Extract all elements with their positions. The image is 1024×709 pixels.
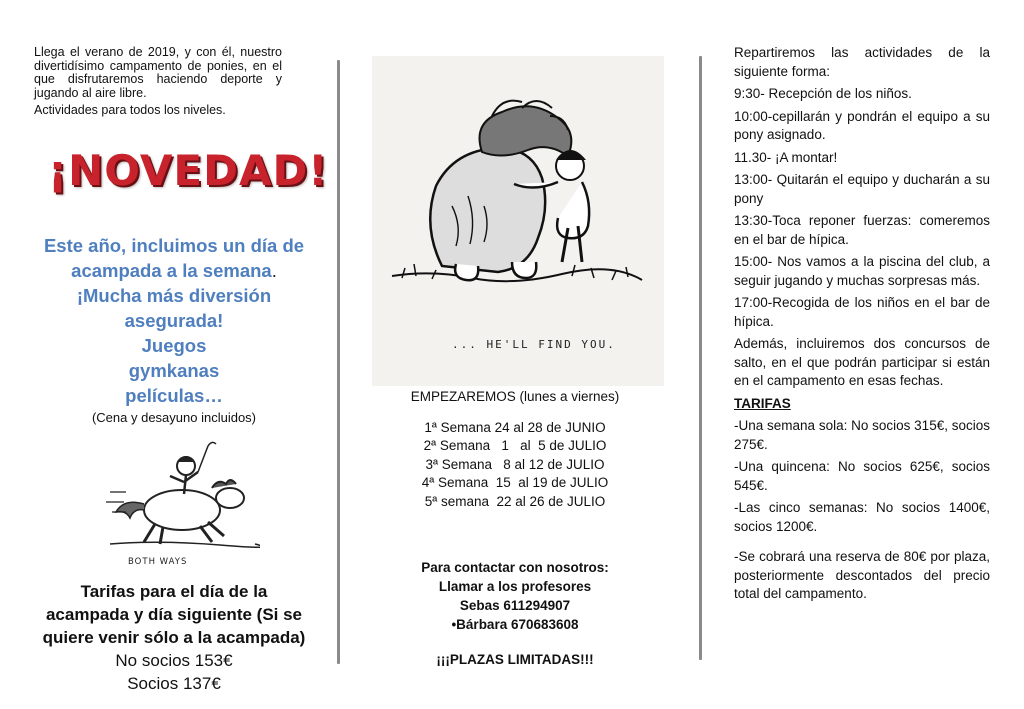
novedad-acampada: acampada a la semana [71,260,272,281]
novedad-line: Este año, incluimos un día de [43,235,305,256]
novedad-line: asegurada! [124,310,224,331]
novedad-description [40,233,308,408]
acampada-prices [40,580,308,695]
limited-places: ¡¡¡PLAZAS LIMITADAS!!! [436,652,594,667]
contact-phone: Sebas 611294907 [459,598,571,613]
pony-hug-cartoon [372,56,664,386]
cena-note: (Cena y desayuno incluidos) [91,410,257,425]
cartoon-caption-big: ... HE'LL FIND YOU. [452,338,616,351]
intro-text [34,46,282,122]
acampada-prices-title: Tarifas para el día de la acampada y día siguiente (Si se quiere venir sólo a la acampada) [42,582,306,647]
activity-paragraph: Repartiremos las actividades de la siguiente forma: [734,45,990,79]
novedad-line [40,258,308,283]
price-socios: Socios 137€ [127,674,221,693]
activity-paragraph: Además, incluiremos dos concursos de salto, en el que podrán participar si están en el campamento en esas fechas. [734,336,990,388]
contact-block [380,558,650,634]
price-no-socios: No socios 153€ [115,651,233,670]
activity-paragraph: 13:30-Toca reponer fuerzas: comeremos en el bar de hípica. [734,213,990,247]
week-item: 2ª Semana 1 al 5 de JULIO [423,438,607,453]
pony-cartoon-small [100,432,260,572]
week-item: 3ª Semana 8 al 12 de JULIO [425,456,605,472]
novedad-period: . [271,260,277,281]
schedule-heading: EMPEZAREMOS (lunes a viernes) [410,389,620,404]
novedad-line: ¡Mucha más diversión [76,285,272,306]
intro-paragraph: Llega el verano de 2019, y con él, nuestro divertidísimo campamento de ponies, en el que disfrutaremos haciendo deporte y jugando al aire libre. [34,45,282,100]
activity-paragraph: 11.30- ¡A montar! [734,149,838,165]
activity-paragraph: 13:00- Quitarán el equipo y ducharán a su pony [734,172,990,206]
novedad-line: gymkanas [128,360,220,381]
cartoon-caption-small: BOTH WAYS [128,557,188,567]
column-divider-right [699,56,702,660]
contact-line: Llamar a los profesores [438,579,592,594]
week-item: 4ª Semana 15 al 19 de JULIO [421,475,609,490]
novedad-line: Juegos [141,335,207,356]
contact-phone: •Bárbara 670683608 [451,617,579,632]
column-divider-left [337,60,340,664]
novedad-line: películas… [125,385,223,406]
activity-paragraph: 9:30- Recepción de los niños. [734,86,912,101]
tarifa-item: -Las cinco semanas: No socios 1400€, socios 1200€. [734,500,990,534]
reserva-note: -Se cobrará una reserva de 80€ por plaza, posteriormente descontados del precio total del campamento. [734,549,990,601]
tarifa-item: -Una semana sola: No socios 315€, socios 275€. [734,418,990,452]
intro-levels: Actividades para todos los niveles. [34,103,226,117]
tarifa-item: -Una quincena: No socios 625€, socios 545€. [734,459,990,493]
week-item: 1ª Semana 24 al 28 de JUNIO [424,419,606,435]
activity-paragraph: 15:00- Nos vamos a la piscina del club, a seguir jugando y muchas sorpresas más. [734,254,990,288]
activities-and-prices [734,44,990,608]
contact-title: Para contactar con nosotros: [421,560,609,575]
activity-paragraph: 10:00-cepillarán y pondrán el equipo a su pony asignado. [734,108,990,142]
schedule-block [380,388,650,511]
novedad-headline [48,138,329,202]
activity-paragraph: 17:00-Recogida de los niños en el bar de hípica. [734,295,990,329]
week-item: 5ª semana 22 al 26 de JULIO [424,493,606,509]
headline-text: ¡NOVEDAD! [48,146,329,195]
tarifas-heading: TARIFAS [734,395,791,411]
